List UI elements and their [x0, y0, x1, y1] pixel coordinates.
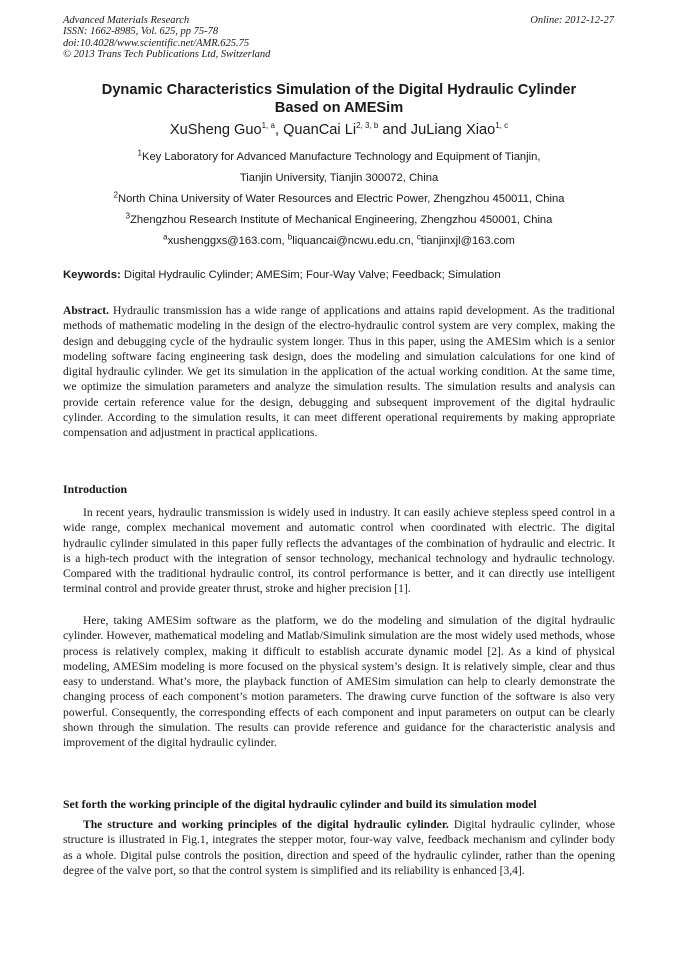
- online-date: Online: 2012-12-27: [530, 15, 614, 26]
- paper-title: [63, 81, 615, 117]
- author-affiliation-mark: 2, 3, b: [356, 121, 379, 131]
- keywords-text: Digital Hydraulic Cylinder; AMESim; Four-Way Valve; Feedback; Simulation: [120, 269, 501, 281]
- section-paragraph-1: [63, 817, 615, 878]
- affiliation-1-line-2: Tianjin University, Tianjin 300072, China: [239, 172, 439, 184]
- author-affiliation-mark: 1, a: [261, 121, 275, 131]
- affiliation-text: North China University of Water Resources and Electric Power, Zhengzhou 450011, China: [117, 193, 565, 205]
- author-name: JuLiang Xiao: [410, 122, 496, 138]
- introduction-paragraph-1: In recent years, hydraulic transmission is widely used in industry. It can easily achieve stepless speed control in a wide range, complex mechanical movement and automatic control when coordinated with electric. The digital hydraulic cylinder simulated in this paper fully reflects the advantages of the combination of hydraulic and electric. It is a high-tech product with the integration of sensor technology, mechanical technology and hydraulic technology. Compared with the traditional hydraulic control, its control performance is better, and it can directly use intelligent terminal control and provide greater thrust, stroke and higher precision [1].: [63, 506, 615, 596]
- affiliation-mark: 3: [125, 211, 131, 221]
- journal-name: Advanced Materials Research: [63, 15, 190, 26]
- abstract-paragraph: [63, 303, 615, 441]
- author-separator: and: [378, 122, 411, 138]
- affiliation-mark: 2: [113, 190, 118, 200]
- title-line-2: Based on AMESim: [274, 100, 404, 116]
- email-mark: c: [416, 232, 421, 242]
- keywords-label: Keywords:: [63, 269, 121, 281]
- email-address: xushenggxs@163.com,: [167, 235, 288, 247]
- author-name: XuSheng Guo: [169, 122, 262, 138]
- subsection-text: Digital hydraulic cylinder, whose structure is illustrated in Fig.1, integrates the stepper motor, four-way valve, feedback mechanism and cylinder body as a whole. Digital pulse controls the position, direction and speed of the hydraulic cylinder, rather than the opening degree of the valve port, so that the control system is simplified and its reliability is enhanced [3,4].: [63, 818, 615, 877]
- doi-line: doi:10.4028/www.scientific.net/AMR.625.75: [63, 37, 250, 49]
- affiliation-text: Zhengzhou Research Institute of Mechanical Engineering, Zhengzhou 450001, China: [130, 214, 553, 226]
- section-heading: Set forth the working principle of the digital hydraulic cylinder and build its simulation model: [63, 797, 537, 811]
- affiliation-2: [40, 190, 638, 205]
- email-address: liquancai@ncwu.edu.cn,: [292, 235, 417, 247]
- affiliation-mark: 1: [137, 148, 142, 158]
- author-list: [63, 122, 615, 138]
- introduction-paragraph-2: Here, taking AMESim software as the platform, we do the modeling and simulation of the digital hydraulic cylinder. However, mathematical modeling and Matlab/Simulink simulation are the most widely used methods, whose process is relatively complex, making it difficult to establish accurate dynamic model [2]. As a kind of physical modeling, AMESim modeling is more focused on the physical system’s design. It is relatively simple, clear and thus easy to understand. What’s more, the playback function of AMESim simulation can help to clearly demonstrate the changing process of each component’s motion parameters. The drawing curve function of the software is also very powerful. Consequently, the corresponding effects of each component and input parameters on output can be clearly shown through the simulation. The results can provide reference and guidance for the characteristic analysis and improvement of the digital hydraulic cylinder.: [63, 614, 615, 750]
- abstract-text: Hydraulic transmission has a wide range of applications and attains rapid development. As the traditional methods of mathematic modeling in the design of the electro-hydraulic control system are very complex, making the design and debugging cycle of the hydraulic system longer. Thus in this paper, using the AMESim which is a senior modeling software facing engineering task design, does the modeling and simulation calculations for one kind of digital hydraulic cylinder. We get its simulation in the application of the actual working condition. At the same time, we optimize the simulation parameters and analyze the simulation results. The simulation results and analysis can provide certain reference value for the design, debugging and subsequent improvement of the digital hydraulic cylinder. According to the simulation results, it can meet different operational requirements by making appropriate compensation and adjustment in practical applications.: [63, 304, 615, 440]
- affiliation-3: [40, 211, 638, 226]
- abstract-label: Abstract.: [63, 304, 110, 317]
- copyright-line: © 2013 Trans Tech Publications Ltd, Switzerland: [63, 49, 271, 61]
- subsection-label: The structure and working principles of the digital hydraulic cylinder.: [83, 818, 449, 831]
- journal-meta: [63, 15, 270, 61]
- email-line: [40, 232, 638, 247]
- introduction-heading: Introduction: [63, 482, 128, 496]
- affiliation-1-line-1: [40, 148, 638, 163]
- email-mark: b: [287, 232, 293, 242]
- author-separator: ,: [274, 122, 284, 138]
- email-address: tianjinxjl@163.com: [420, 235, 515, 247]
- keywords-line: [63, 269, 623, 281]
- author-affiliation-mark: 1, c: [495, 121, 509, 131]
- affiliation-text: Key Laboratory for Advanced Manufacture Technology and Equipment of Tianjin,: [142, 151, 541, 163]
- email-mark: a: [163, 232, 168, 242]
- title-line-1: Dynamic Characteristics Simulation of the Digital Hydraulic Cylinder: [101, 82, 577, 98]
- issn-line: ISSN: 1662-8985, Vol. 625, pp 75-78: [63, 26, 219, 38]
- author-name: QuanCai Li: [283, 122, 357, 138]
